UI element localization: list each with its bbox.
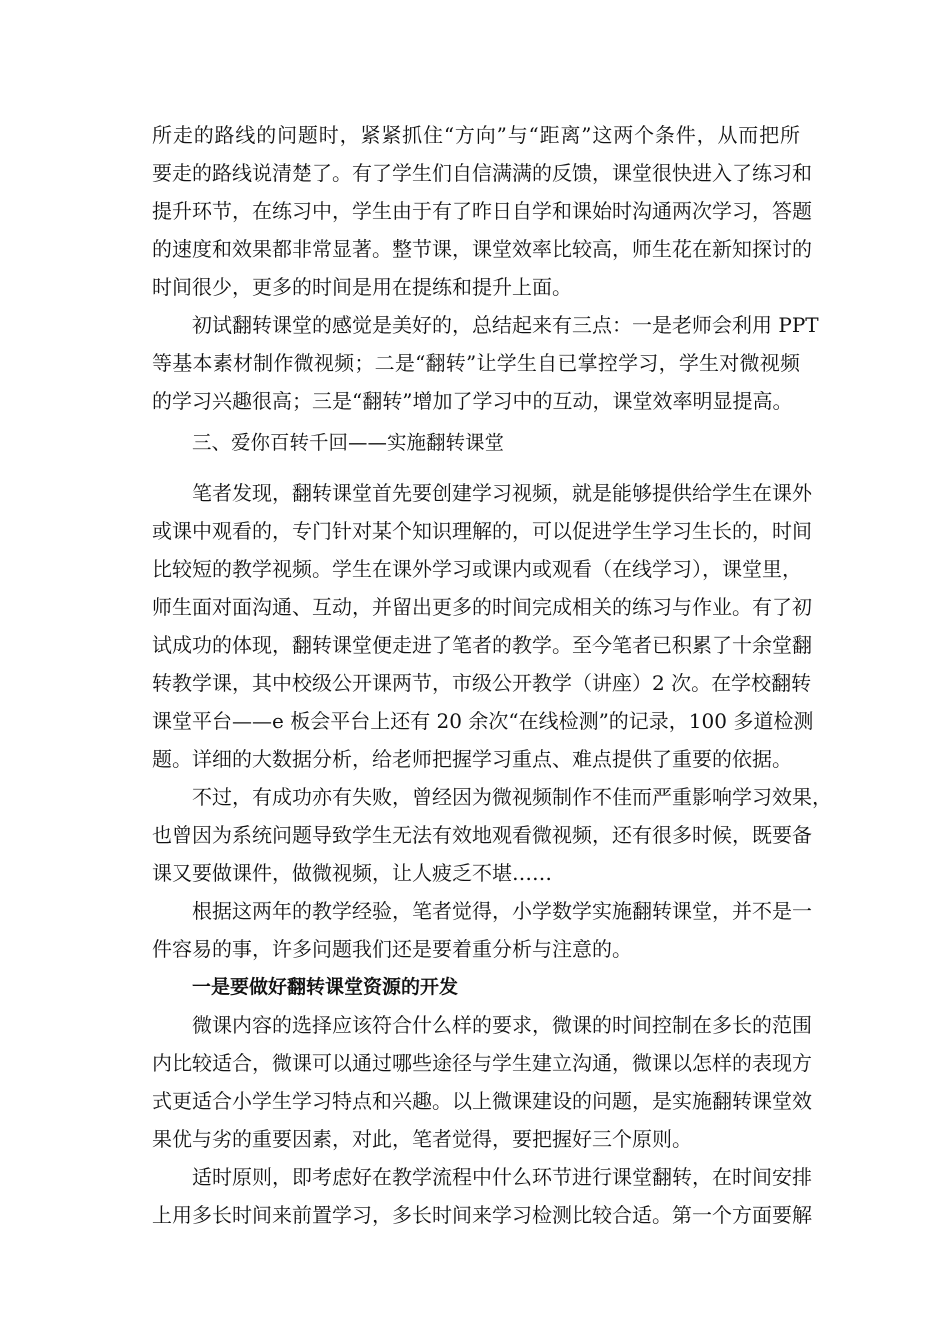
paragraph-line: 时间很少，更多的时间是用在提练和提升上面。	[152, 275, 572, 299]
paragraph-line: 题。详细的大数据分析，给老师把握学习重点、难点提供了重要的依据。	[152, 747, 792, 771]
paragraph-line: 师生面对面沟通、互动，并留出更多的时间完成相关的练习与作业。有了初	[152, 595, 812, 619]
paragraph-line: 或课中观看的，专门针对某个知识理解的，可以促进学生学习生长的，时间	[152, 519, 812, 543]
paragraph-first-line: 微课内容的选择应该符合什么样的要求，微课的时间控制在多长的范围	[192, 1013, 812, 1037]
paragraph-line: 课又要做课件，做微视频，让人疲乏不堪……	[152, 861, 552, 885]
paragraph-line: 课堂平台——e 板会平台上还有 20 余次“在线检测”的记录，100 多道检测	[152, 709, 814, 733]
subsection-heading: 一是要做好翻转课堂资源的开发	[192, 976, 459, 998]
paragraph-first-line: 初试翻转课堂的感觉是美好的，总结起来有三点：一是老师会利用 PPT	[192, 313, 819, 337]
paragraph-line: 所走的路线的问题时，紧紧抓住“方向”与“距离”这两个条件，从而把所	[152, 123, 800, 147]
section-heading: 三、爱你百转千回——实施翻转课堂	[192, 431, 505, 454]
paragraph-line: 试成功的体现，翻转课堂便走进了笔者的教学。至今笔者已积累了十余堂翻	[152, 633, 812, 657]
paragraph-line: 件容易的事，许多问题我们还是要着重分析与注意的。	[152, 937, 632, 961]
paragraph-line: 要走的路线说清楚了。有了学生们自信满满的反馈，课堂很快进入了练习和	[152, 161, 812, 185]
paragraph-first-line: 适时原则，即考虑好在教学流程中什么环节进行课堂翻转，在时间安排	[192, 1165, 812, 1189]
paragraph-line: 式更适合小学生学习特点和兴趣。以上微课建设的问题，是实施翻转课堂效	[152, 1089, 812, 1113]
paragraph-line: 比较短的教学视频。学生在课外学习或课内或观看（在线学习），课堂里，	[152, 557, 802, 581]
paragraph-first-line: 不过，有成功亦有失败，曾经因为微视频制作不佳而严重影响学习效果，	[192, 785, 832, 809]
paragraph-first-line: 根据这两年的教学经验，笔者觉得，小学数学实施翻转课堂，并不是一	[192, 899, 812, 923]
paragraph-line: 的学习兴趣很高；三是“翻转”增加了学习中的互动，课堂效率明显提高。	[152, 389, 793, 413]
paragraph-line: 的速度和效果都非常显著。整节课，课堂效率比较高，师生花在新知探讨的	[152, 237, 812, 261]
paragraph-first-line: 笔者发现，翻转课堂首先要创建学习视频，就是能够提供给学生在课外	[192, 481, 812, 505]
paragraph-line: 上用多长时间来前置学习，多长时间来学习检测比较合适。第一个方面要解	[152, 1203, 812, 1227]
paragraph-line: 果优与劣的重要因素，对此，笔者觉得，要把握好三个原则。	[152, 1127, 692, 1151]
paragraph-line: 等基本素材制作微视频；二是“翻转”让学生自已掌控学习，学生对微视频	[152, 351, 800, 375]
paragraph-line: 提升环节，在练习中，学生由于有了昨日自学和课始时沟通两次学习，答题	[152, 199, 812, 223]
paragraph-line: 也曾因为系统问题导致学生无法有效地观看微视频，还有很多时候，既要备	[152, 823, 812, 847]
paragraph-line: 转教学课，其中校级公开课两节，市级公开教学（讲座）2 次。在学校翻转	[152, 671, 812, 695]
paragraph-line: 内比较适合，微课可以通过哪些途径与学生建立沟通，微课以怎样的表现方	[152, 1051, 812, 1075]
